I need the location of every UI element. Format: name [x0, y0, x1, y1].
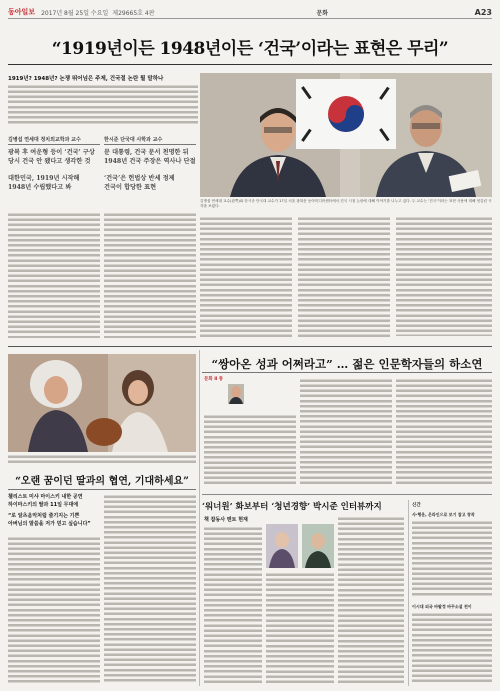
qa-right-line-3: ‘건국’은 헌법상 반세 정제: [104, 175, 175, 182]
byline-label: 문화 Ⅱ 통: [204, 377, 224, 382]
qa-right-rule: [104, 144, 196, 145]
newspaper-logo: 동아일보: [8, 8, 36, 16]
column-divider: [199, 350, 200, 686]
concert-col-1: [8, 536, 100, 684]
concert-sub-4: 아버님의 말씀을 저가 믿고 싶습니다”: [8, 520, 91, 527]
books-title: 책 잡동사 맨토 현재: [204, 517, 248, 523]
sidebar-title: 신간: [412, 503, 421, 508]
concert-sub-3: “로 알츠음악처럼 즐기지는 기쁜: [8, 513, 80, 519]
concert-headline: “오랜 꿈이던 딸과의 협연, 기대하세요”: [15, 476, 189, 487]
concert-col-2: [104, 494, 196, 684]
intro-text: [8, 84, 198, 126]
books-col-1: [204, 526, 262, 684]
concert-caption: [8, 454, 196, 464]
qa-left-label: 김병섭 연세대 정치외교학과 교수: [8, 137, 81, 143]
qa-left-line-2: 당시 건국 안 됐다고 생각한 것: [8, 158, 91, 165]
sidebar-item-1: 사·행운, 온라인으로 보기 참고 창작: [412, 512, 475, 517]
columnist-avatar: [228, 384, 244, 404]
feature-headline: “쌍아온 성과 어쩌라고” … 젊은 인문학자들의 하소연: [211, 357, 483, 371]
books-col-3: [338, 516, 404, 684]
body-col-1: [8, 212, 100, 338]
qa-left-line-1: 광복 후 여운형 등이 ‘건국’ 구상: [8, 149, 95, 156]
sidebar-text-1: [412, 520, 492, 598]
concert-sub: [8, 494, 100, 528]
qa-right-line-1: 문 대통령, 건국 문서 천명한 뒤: [104, 149, 189, 156]
magazine-cover-2: [302, 524, 334, 568]
magazine-cover-1: [266, 524, 298, 568]
books-headline: ‘워너원’ 화보부터 ‘청년경향’ 박시준 인터뷰까지: [202, 502, 382, 512]
sidebar-item-2: 이시대 외국 바팔정 바꾸소설 전이: [412, 604, 472, 609]
page-number: A23: [474, 7, 492, 17]
concert-photo: [8, 354, 196, 452]
main-kicker: 1919년? 1948년? 논쟁 뛰어넘은 주제, 건국절 논란 뭘 말하나: [8, 76, 164, 82]
qa-right-line-2: 1948년 건국 주장은 역사나 단절: [104, 158, 196, 165]
sidebar-text-2: [412, 612, 492, 684]
concert-rule: [8, 489, 196, 490]
interview-photo-caption: 김병섭 연세대 교수(왼쪽)와 한시준 단국대 교수가 17일 서울 광화문 동아미디어센터에서 건국 시점 논란에 대해 이야기를 나누고 있다. 두 교수는 ‘건국’이라는 표현 사용에 대해 엇갈린 시각을 보였다.: [200, 199, 492, 208]
qa-right-label: 한시준 단국대 사학과 교수: [104, 137, 163, 143]
main-headline: “1919년이든 1948년이든 ‘건국’이라는 표현은 무리”: [51, 39, 449, 59]
qa-right-quote: [104, 148, 198, 192]
sidebar-divider: [408, 500, 409, 686]
feature-col-2: [300, 378, 392, 486]
books-col-2: [266, 572, 334, 684]
issue-date: 2017년 8월 25일 수요일: [41, 9, 109, 17]
body-col-4: [298, 216, 390, 340]
body-col-3: [200, 216, 292, 340]
feature-rule: [202, 372, 492, 373]
body-col-5: [396, 216, 492, 336]
qa-left-line-4: 1948년 수립했다고 봐: [8, 184, 72, 191]
body-col-2: [104, 212, 196, 338]
books-rule-top: [202, 494, 492, 495]
masthead: [8, 6, 492, 19]
qa-left-line-3: 대한민국, 1919년 시작해: [8, 175, 80, 182]
headline-rule: [8, 64, 492, 65]
qa-left-quote: [8, 148, 102, 192]
byline-box: [204, 376, 244, 412]
feature-col-1: [204, 414, 296, 486]
edition-number: 제29665호 4판: [112, 9, 155, 17]
concert-sub-1: 첼리스트 미샤 마이스키 내한 공연: [8, 494, 83, 500]
section-name: 문화: [316, 9, 329, 17]
feature-col-3: [396, 378, 492, 486]
qa-left-rule: [8, 144, 100, 145]
qa-right-line-4: 건국이 합당한 표현: [104, 184, 157, 191]
concert-sub-2: 하이마스키의 딸과 11일 무대에: [8, 501, 79, 508]
section-divider: [8, 346, 492, 347]
interview-photo: [200, 73, 492, 197]
